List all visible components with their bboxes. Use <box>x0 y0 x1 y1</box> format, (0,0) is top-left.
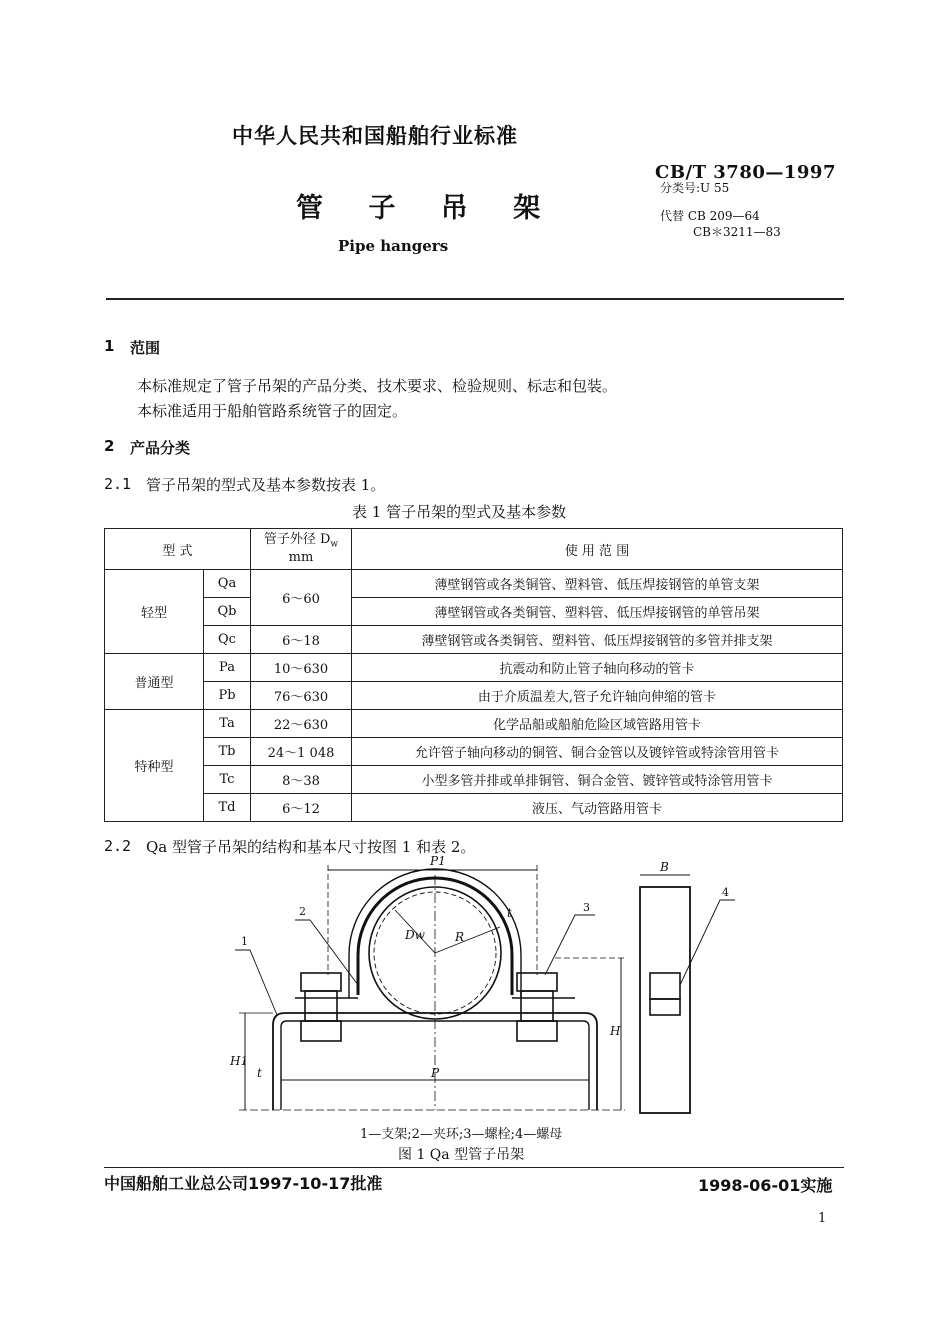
nut-left-top <box>301 973 341 991</box>
row-use: 允许管子轴向移动的铜管、铜合金管以及镀锌管或特涂管用管卡 <box>352 738 843 766</box>
document-title: 管 子 吊 架 <box>296 193 559 224</box>
table-header-od-subscript: w <box>330 539 339 550</box>
leader-4 <box>680 900 735 985</box>
section-2-title: 产品分类 <box>130 439 191 457</box>
side-view-body <box>640 887 690 1113</box>
row-code: Qb <box>204 598 251 626</box>
section-1-paragraph-1: 本标准规定了管子吊架的产品分类、技术要求、检验规则、标志和包装。 <box>137 377 618 395</box>
row-use: 小型多管并排或单排铜管、铜合金管、镀锌管或特涂管用管卡 <box>352 766 843 794</box>
table-header-od <box>251 529 352 570</box>
row-od: 6～60 <box>251 570 352 626</box>
row-code: Pb <box>204 682 251 710</box>
figure-1-drawing <box>225 855 745 1125</box>
section-2-number: 2 <box>104 437 115 455</box>
section-2-1-text: 管子吊架的型式及基本参数按表 1。 <box>146 476 386 494</box>
row-use: 薄壁钢管或各类铜管、塑料管、低压焊接钢管的单管吊架 <box>352 598 843 626</box>
callout-3: 3 <box>583 901 590 914</box>
callout-2: 2 <box>299 905 306 918</box>
approval-line: 中国船舶工业总公司1997-10-17批准 <box>104 1174 383 1193</box>
callout-1: 1 <box>241 935 248 948</box>
table-1-caption: 表 1 管子吊架的型式及基本参数 <box>352 503 567 521</box>
row-od: 22～630 <box>251 710 352 738</box>
leader-3 <box>545 915 595 975</box>
row-use: 化学品船或船舶危险区域管路用管卡 <box>352 710 843 738</box>
label-h: H <box>610 1024 621 1038</box>
row-code: Pa <box>204 654 251 682</box>
label-p: P <box>431 1066 440 1080</box>
classification-number: 分类号:U 55 <box>660 181 730 195</box>
table-header-type: 型 式 <box>105 529 251 570</box>
row-od: 6～18 <box>251 626 352 654</box>
row-od: 8～38 <box>251 766 352 794</box>
row-code: Qc <box>204 626 251 654</box>
label-b: B <box>660 860 669 874</box>
row-od: 6～12 <box>251 794 352 822</box>
table-header-use: 使 用 范 围 <box>352 529 843 570</box>
section-2-1-number: 2.1 <box>104 475 132 493</box>
row-use: 液压、气动管路用管卡 <box>352 794 843 822</box>
replaces-line-1: 代替 CB 209—64 <box>660 209 760 223</box>
section-2-2-text: Qa 型管子吊架的结构和基本尺寸按图 1 和表 2。 <box>146 838 476 856</box>
header-divider <box>106 298 844 300</box>
table-header-od-unit: mm <box>288 550 314 566</box>
r-leader <box>435 927 500 953</box>
row-use: 抗震动和防止管子轴向移动的管卡 <box>352 654 843 682</box>
nut-right-bottom <box>517 1021 557 1041</box>
replaces-line-2: CB＊3211—83 <box>693 225 781 239</box>
table-header-od-label: 管子外径 D <box>263 531 331 547</box>
label-t-upper: t <box>507 906 512 920</box>
english-title: Pipe hangers <box>338 237 449 255</box>
row-code: Tb <box>204 738 251 766</box>
standard-org-title: 中华人民共和国船舶行业标准 <box>232 124 518 148</box>
group-normal: 普通型 <box>105 654 204 710</box>
bolt-left <box>305 991 337 1021</box>
page-number: 1 <box>818 1211 827 1226</box>
row-use: 薄壁钢管或各类铜管、塑料管、低压焊接钢管的单管支架 <box>352 570 843 598</box>
section-2-2-number: 2.2 <box>104 837 132 855</box>
callout-4: 4 <box>722 886 729 899</box>
figure-1-caption: 图 1 Qa 型管子吊架 <box>398 1147 525 1163</box>
section-1-number: 1 <box>104 337 115 355</box>
side-view-nut <box>650 973 680 999</box>
row-od: 10～630 <box>251 654 352 682</box>
row-od: 24～1 048 <box>251 738 352 766</box>
group-light: 轻型 <box>105 570 204 654</box>
label-dw: Dw <box>405 928 425 942</box>
nut-right-top <box>517 973 557 991</box>
table-1 <box>104 528 843 822</box>
row-use: 薄壁钢管或各类铜管、塑料管、低压焊接钢管的多管并排支架 <box>352 626 843 654</box>
label-p1: P1 <box>430 855 446 868</box>
row-code: Ta <box>204 710 251 738</box>
nut-left-bottom <box>301 1021 341 1041</box>
row-use: 由于介质温差大,管子允许轴向伸缩的管卡 <box>352 682 843 710</box>
row-od: 76～630 <box>251 682 352 710</box>
effective-date: 1998-06-01实施 <box>698 1176 833 1195</box>
leader-1 <box>235 950 277 1015</box>
group-special: 特种型 <box>105 710 204 822</box>
label-h1: H1 <box>230 1054 249 1068</box>
row-code: Td <box>204 794 251 822</box>
section-1-title: 范围 <box>130 339 161 357</box>
side-view-bolt <box>650 999 680 1015</box>
label-r: R <box>455 930 465 944</box>
section-1-paragraph-2: 本标准适用于船舶管路系统管子的固定。 <box>137 402 408 420</box>
bolt-right <box>521 991 553 1021</box>
row-code: Tc <box>204 766 251 794</box>
row-code: Qa <box>204 570 251 598</box>
footer-divider <box>104 1167 844 1168</box>
standard-code: CB/T 3780—1997 <box>655 162 836 183</box>
figure-1-legend: 1—支架;2—夹环;3—螺栓;4—螺母 <box>360 1127 563 1142</box>
label-t-lower: t <box>257 1066 262 1080</box>
